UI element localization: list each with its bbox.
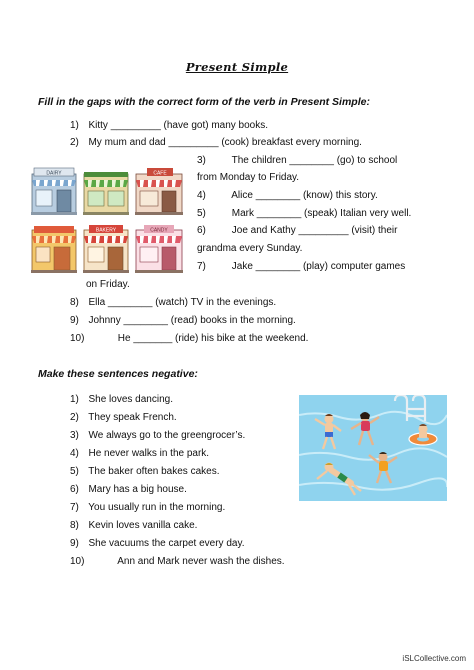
- item-number: 3): [70, 430, 79, 441]
- item-number: 2): [70, 412, 79, 423]
- exercise2-item-7: [70, 502, 225, 514]
- item-text: She loves dancing.: [88, 394, 173, 405]
- item-text: She vacuums the carpet every day.: [88, 538, 245, 549]
- exercise2-item-9: [70, 538, 244, 550]
- item-number: 10): [70, 556, 85, 567]
- item-number: 5): [70, 466, 79, 477]
- exercise2-item-8: [70, 520, 197, 532]
- item-text: The baker often bakes cakes.: [88, 466, 220, 477]
- exercise1-item-7-cont: [86, 279, 130, 291]
- bakery-shop: [83, 225, 129, 273]
- section1-instruction: Fill in the gaps with the correct form of the verb in Present Simple:: [38, 96, 370, 108]
- cafe-sign-text: CAFE: [153, 170, 167, 177]
- exercise1-item-7: [197, 261, 405, 273]
- item-number: 7): [197, 261, 206, 272]
- dairy-shop: [31, 168, 77, 215]
- item-number: 10): [70, 333, 85, 344]
- item-text: Mary has a big house.: [88, 484, 187, 495]
- green-shop: [83, 172, 129, 215]
- item-text: Joe and Kathy _________ (visit) their: [231, 225, 398, 236]
- item-number: 1): [70, 394, 79, 405]
- cafe-shop: [135, 168, 183, 215]
- item-number: 2): [70, 137, 79, 148]
- exercise1-item-3: [197, 155, 397, 167]
- item-text: My mum and dad _________ (cook) breakfast every morning.: [88, 137, 362, 148]
- exercise1-item-6-cont: [197, 243, 302, 255]
- exercise2-item-1: [70, 394, 173, 406]
- exercise1-item-9: [70, 315, 296, 327]
- item-text: grandma every Sunday.: [197, 243, 303, 254]
- item-text: We always go to the greengrocer’s.: [88, 430, 246, 441]
- worksheet-title: Present Simple: [185, 60, 289, 74]
- item-text: You usually run in the morning.: [88, 502, 226, 513]
- exercise1-item-3-cont: [197, 172, 299, 184]
- section2-instruction: Make these sentences negative:: [38, 368, 198, 380]
- item-number: 9): [70, 315, 79, 326]
- item-number: 8): [70, 520, 79, 531]
- item-text: Jake ________ (play) computer games: [231, 261, 406, 272]
- item-text: Johnny ________ (read) books in the morning.: [88, 315, 296, 326]
- item-text: Alice ________ (know) this story.: [231, 190, 378, 201]
- item-number: 1): [70, 120, 79, 131]
- exercise2-item-3: [70, 430, 245, 442]
- exercise2-item-2: [70, 412, 177, 424]
- item-text: Ann and Mark never wash the dishes.: [117, 556, 285, 567]
- item-number: 9): [70, 538, 79, 549]
- swimming-pool-illustration: [299, 395, 447, 501]
- exercise2-item-4: [70, 448, 209, 460]
- item-text: Mark ________ (speak) Italian very well.: [231, 208, 412, 219]
- item-text: He never walks in the park.: [88, 448, 210, 459]
- exercise1-item-6: [197, 225, 397, 237]
- item-text: Kevin loves vanilla cake.: [88, 520, 198, 531]
- item-number: 4): [70, 448, 79, 459]
- exercise1-item-10: [70, 333, 308, 345]
- candy-shop: [135, 225, 183, 273]
- item-text: The children ________ (go) to school: [231, 155, 398, 166]
- item-number: 6): [70, 484, 79, 495]
- item-number: 4): [197, 190, 206, 201]
- item-number: 8): [70, 297, 79, 308]
- item-number: 5): [197, 208, 206, 219]
- orange-shop: [31, 226, 77, 273]
- item-text: on Friday.: [86, 279, 130, 290]
- dairy-sign-text: DAIRY: [46, 170, 62, 177]
- exercise1-item-1: [70, 120, 268, 132]
- exercise2-item-6: [70, 484, 187, 496]
- shops-illustration: [29, 166, 189, 278]
- exercise1-item-2: [70, 137, 362, 149]
- item-text: Kitty _________ (have got) many books.: [88, 120, 269, 131]
- item-text: from Monday to Friday.: [197, 172, 300, 183]
- candy-sign-text: CANDY: [150, 227, 168, 234]
- exercise2-item-5: [70, 466, 219, 478]
- exercise2-item-10: [70, 556, 285, 568]
- exercise1-item-4: [197, 190, 378, 202]
- item-number: 7): [70, 502, 79, 513]
- item-text: Ella ________ (watch) TV in the evenings.: [88, 297, 277, 308]
- item-number: 3): [197, 155, 206, 166]
- bakery-sign-text: BAKERY: [95, 227, 117, 234]
- item-text: He _______ (ride) his bike at the weekend.: [117, 333, 309, 344]
- item-number: 6): [197, 225, 206, 236]
- item-text: They speak French.: [88, 412, 177, 423]
- exercise1-item-5: [197, 208, 411, 220]
- site-watermark: iSLCollective.com: [402, 654, 466, 663]
- exercise1-item-8: [70, 297, 276, 309]
